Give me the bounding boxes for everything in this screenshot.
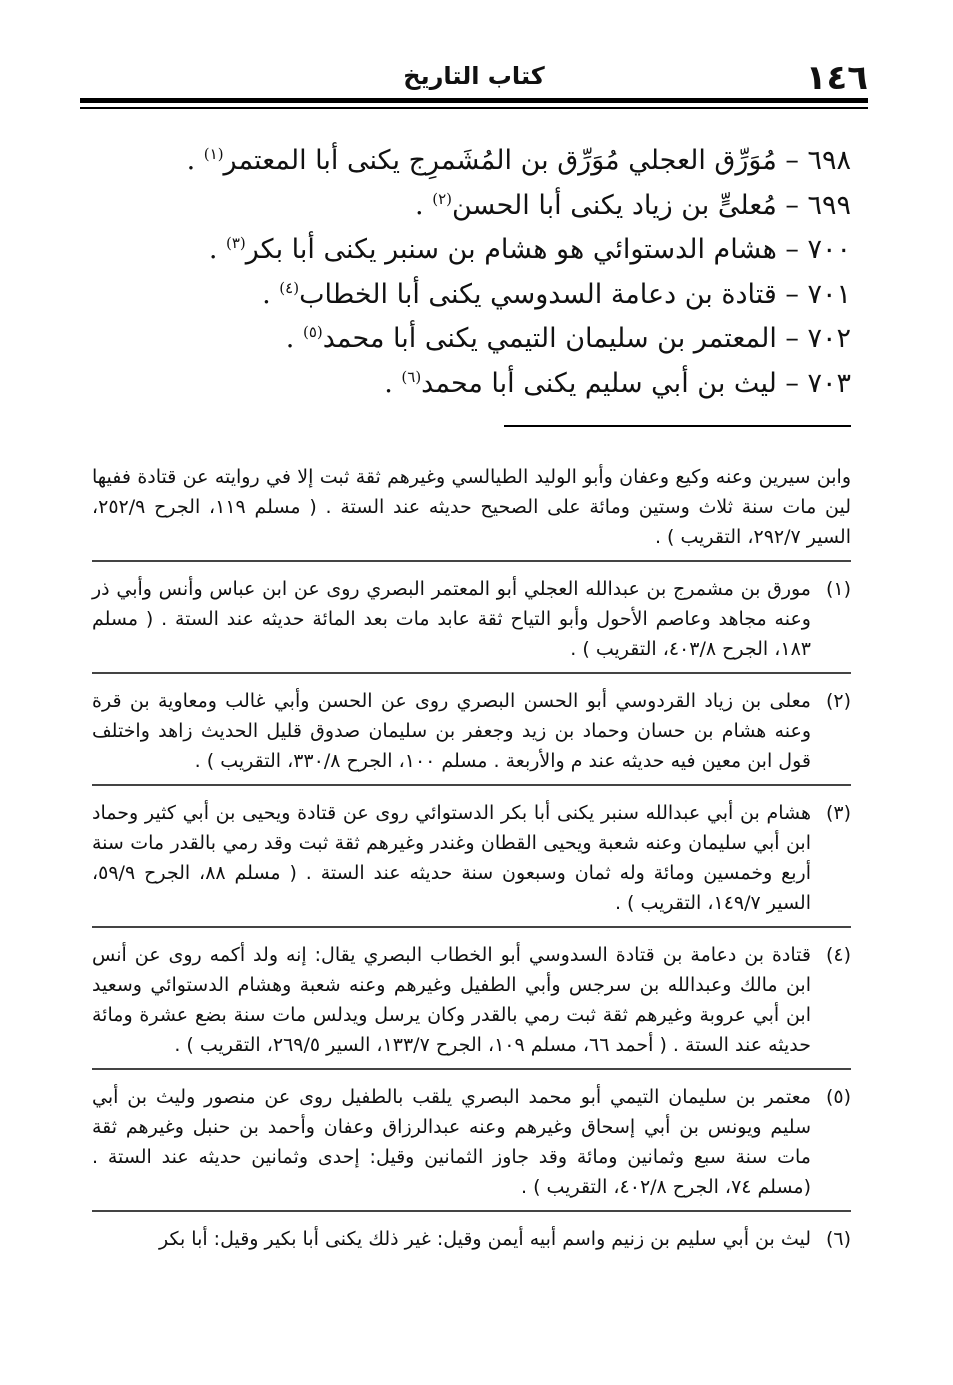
header-rule-thick <box>80 98 868 103</box>
footnote-ref: (٤) <box>279 278 300 297</box>
page-header <box>80 52 868 122</box>
footnote-separator <box>92 672 851 674</box>
entries-list <box>131 132 851 399</box>
footnote-text: معلى بن زياد القردوسي أبو الحسن البصري روى عن الحسن وأبي غالب ومعاوية بن قرة وعنه هشام بن حسان وحماد بن زيد وجعفر بن سليمان صدوق قليل الحديث زاهد واختلف قول ابن معين فيه حديثه عند م والأربعة . مسلم ١٠٠، الجرح ٣٣٠/٨، التقريب ) . <box>92 690 811 772</box>
footnote-text: هشام بن أبي عبدالله سنبر يكنى أبا بكر الدستوائي روى عن قتادة ويحيى بن أبي كثير وحماد ابن أبي سليمان وعنه شعبة ويحيى القطان وغندر وغيرهم ثقة ثبت وقد رمي بالقدر مات سنة أربع وخمسين ومائة وله ثمان وسبعون سنة حديثه عند الستة . ( مسلم ٨٨، الجرح ٥٩/٩، السير ١٤٩/٧، التقريب ) . <box>92 802 811 914</box>
footnote-4 <box>92 940 851 1060</box>
footnote-3 <box>92 798 851 918</box>
footnote-continuation: وابن سيرين وعنه وكيع وعفان وأبو الوليد الطيالسي وغيرهم ثقة ثبت إلا في روايته عن قتادة ففيها لين مات سنة ثلاث وستين ومائة على الصحيح حديثه عند الستة . ( مسلم ١١٩، الجرح ٢٥٢/٩، السير ٢٩٢/٧، التقريب ) . <box>92 466 851 548</box>
footnote-number: (١) <box>825 578 851 600</box>
entry-699: ٦٩٩ – مُعلىٍّ بن زياد يكنى أبا الحسن$^{(٢)}$ . <box>415 189 851 221</box>
footnote-number: (٤) <box>825 944 851 966</box>
page-number: ١٤٦ <box>805 58 868 98</box>
footnote-number: (٥) <box>825 1086 851 1108</box>
footnote-number: (٣) <box>825 802 851 824</box>
footnote-6 <box>92 1224 851 1254</box>
header-rule-thin <box>80 107 868 109</box>
footnote-number: (٦) <box>825 1228 851 1250</box>
footnote-5 <box>92 1082 851 1202</box>
footnote-ref: (٦) <box>401 367 422 386</box>
footnote-2 <box>92 686 851 776</box>
footnote-separator <box>92 926 851 928</box>
entry-702: ٧٠٢ – المعتمر بن سليمان التيمي يكنى أبا محمد$^{(٥)}$ . <box>285 323 851 354</box>
running-title: كتاب التاريخ <box>403 62 545 90</box>
footnote-number: (٢) <box>825 690 851 712</box>
footnote-ref: (١) <box>203 145 224 163</box>
footnote-separator <box>92 560 851 562</box>
footnote-separator <box>92 784 851 786</box>
footnotes <box>92 462 851 1254</box>
footnote-ref: (٥) <box>302 323 323 341</box>
footnote-separator <box>92 1210 851 1212</box>
entry-703: ٧٠٣ – ليث بن أبي سليم يكنى أبا محمد$^{(٦)}$ . <box>384 367 851 399</box>
footnote-ref: (٢) <box>432 189 452 208</box>
footnote-divider <box>504 425 851 427</box>
entry-700: ٧٠٠ – هشام الدستوائي هو هشام بن سنبر يكنى أبا بكر$^{(٣)}$ . <box>208 234 851 265</box>
footnote-text: ليث بن أبي سليم بن زنيم واسم أبيه أيمن وقيل: غير ذلك يكنى أبا بكير وقيل: أبا بكر <box>158 1228 811 1250</box>
entry-698: ٦٩٨ – مُوَرِّق العجلي مُوَرِّق بن المُشَمرِج يكنى أبا المعتمر$^{(١)}$ . <box>186 145 851 176</box>
entry-701: ٧٠١ – قتادة بن دعامة السدوسي يكنى أبا الخطاب$^{(٤)}$ . <box>262 278 851 310</box>
footnote-text: مورق بن مشمرج بن عبدالله العجلي أبو المعتمر البصري روى عن ابن عباس وأنس وأبي ذر وعنه مجاهد وعاصم الأحول وأبو التياح ثقة عابد مات بعد المائة حديثه عند الستة . ( مسلم ١٨٣، الجرح ٤٠٣/٨، التقريب ) . <box>92 578 811 660</box>
footnote-text: معتمر بن سليمان التيمي أبو محمد البصري يلقب بالطفيل روى عن منصور وليث بن أبي سليم ويونس بن أبي إسحاق وغيرهم وعنه عبدالرزاق وعفان وأحمد بن حنبل وغيرهم ثقة مات سنة سبع وثمانين ومائة وقد جاوز الثمانين وقيل: إحدى وثمانين حديثه عند الستة . (مسلم ٧٤، الجرح ٤٠٢/٨، التقريب ) . <box>92 1086 811 1198</box>
footnote-separator <box>92 1068 851 1070</box>
footnote-1 <box>92 574 851 664</box>
footnote-ref: (٣) <box>225 234 246 252</box>
footnote-text: قتادة بن دعامة بن قتادة السدوسي أبو الخطاب البصري يقال: إنه ولد أكمه روى عن أنس ابن مالك وعبدالله بن سرجس وأبي الطفيل وغيرهم وعنه شعبة وهشام الدستوائي وسعيد ابن أبي عروبة وغيرهم ثقة ثبت رمي بالقدر وكان يرسل ويدلس مات سنة بضع عشرة ومائة حديثه عند الستة . ( أحمد ٦٦، مسلم ١٠٩، الجرح ١٣٣/٧، السير ٢٦٩/٥، التقريب ) . <box>92 944 811 1056</box>
